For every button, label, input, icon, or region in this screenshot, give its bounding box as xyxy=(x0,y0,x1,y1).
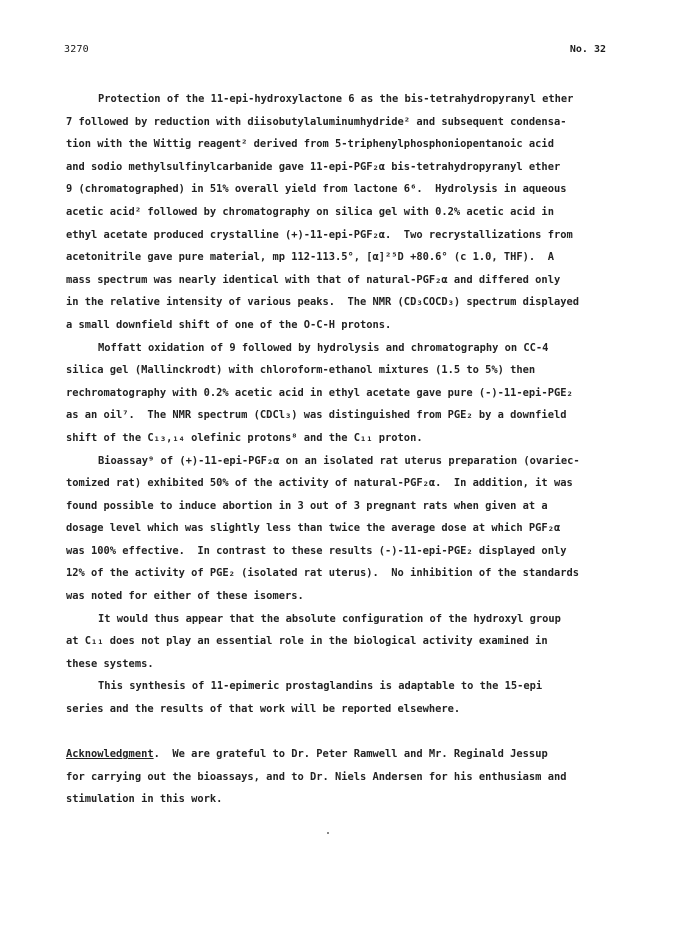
text-line: Moffatt oxidation of 9 followed by hydrolysis and chromatography on CC-4 xyxy=(98,341,549,354)
text-line: at C₁₁ does not play an essential role in the biological activity examined in xyxy=(66,635,548,648)
text-line: these systems. xyxy=(66,657,154,670)
text-line: in the relative intensity of various peaks. The NMR (CD₃COCD₃) spectrum displayed xyxy=(66,296,579,309)
acknowledgment-heading: Acknowledgment xyxy=(66,748,154,761)
text-line: tomized rat) exhibited 50% of the activity of natural-PGF₂α. In addition, it was xyxy=(66,477,573,490)
paragraph-gap xyxy=(66,721,626,744)
scan-speck xyxy=(327,832,329,834)
body-text xyxy=(66,88,626,811)
text-line: Bioassay⁹ of (+)-11-epi-PGF₂α on an isolated rat uterus preparation (ovariec- xyxy=(98,454,580,467)
text-line: and sodio methylsulfinylcarbanide gave 11-epi-PGF₂α bis-tetrahydropyranyl ether xyxy=(66,160,561,173)
text-line: was noted for either of these isomers. xyxy=(66,590,304,603)
text-line: acetonitrile gave pure material, mp 112-113.5°, [α]²⁵D +80.6° (c 1.0, THF). A xyxy=(66,251,554,264)
text-line: Protection of the 11-epi-hydroxylactone 6 as the bis-tetrahydropyranyl ether xyxy=(98,93,574,105)
text-line: a small downfield shift of one of the O-C-H protons. xyxy=(66,318,392,331)
acknowledgment-text: . We are grateful to Dr. Peter Ramwell and Mr. Reginald Jessup xyxy=(153,748,548,761)
issue-number: No. 32 xyxy=(569,44,606,55)
acknowledgment xyxy=(66,743,626,811)
text-line: This synthesis of 11-epimeric prostaglandins is adaptable to the 15-epi xyxy=(98,680,543,693)
text-line: mass spectrum was nearly identical with that of natural-PGF₂α and differed only xyxy=(66,273,561,286)
text-line: rechromatography with 0.2% acetic acid in ethyl acetate gave pure (-)-11-epi-PGE₂ xyxy=(66,386,573,399)
text-line: as an oil⁷. The NMR spectrum (CDCl₃) was distinguished from PGE₂ by a downfield xyxy=(66,409,567,422)
paragraph-5 xyxy=(66,675,626,720)
page-number: 3270 xyxy=(64,44,89,55)
text-line: silica gel (Mallinckrodt) with chloroform-ethanol mixtures (1.5 to 5%) then xyxy=(66,364,536,377)
text-line: 7 followed by reduction with diisobutylaluminumhydride² and subsequent condensa- xyxy=(66,115,567,128)
text-line: shift of the C₁₃,₁₄ olefinic protons⁸ and the C₁₁ proton. xyxy=(66,431,423,444)
text-line: ethyl acetate produced crystalline (+)-11-epi-PGF₂α. Two recrystallizations from xyxy=(66,228,573,241)
text-line: series and the results of that work will be reported elsewhere. xyxy=(66,703,461,716)
text-line: was 100% effective. In contrast to these results (-)-11-epi-PGE₂ displayed only xyxy=(66,544,567,557)
text-line: 12% of the activity of PGE₂ (isolated rat uterus). No inhibition of the standards xyxy=(66,567,579,580)
text-line: It would thus appear that the absolute configuration of the hydroxyl group xyxy=(98,612,561,625)
paragraph-4 xyxy=(66,608,626,676)
paragraph-1 xyxy=(66,88,626,337)
text-line: found possible to induce abortion in 3 out of 3 pregnant rats when given at a xyxy=(66,499,548,512)
text-line: acetic acid² followed by chromatography on silica gel with 0.2% acetic acid in xyxy=(66,205,554,218)
paragraph-3 xyxy=(66,450,626,608)
text-line: stimulation in this work. xyxy=(66,793,223,806)
text-line: dosage level which was slightly less than twice the average dose at which PGF₂α xyxy=(66,522,561,535)
text-line: for carrying out the bioassays, and to Dr. Niels Andersen for his enthusiasm and xyxy=(66,770,567,783)
text-line xyxy=(66,743,626,766)
paragraph-2 xyxy=(66,337,626,450)
text-line: 9 (chromatographed) in 51% overall yield from lactone 6⁶. Hydrolysis in aqueous xyxy=(66,183,567,196)
text-line: tion with the Wittig reagent² derived from 5-triphenylphosphoniopentanoic acid xyxy=(66,138,554,151)
